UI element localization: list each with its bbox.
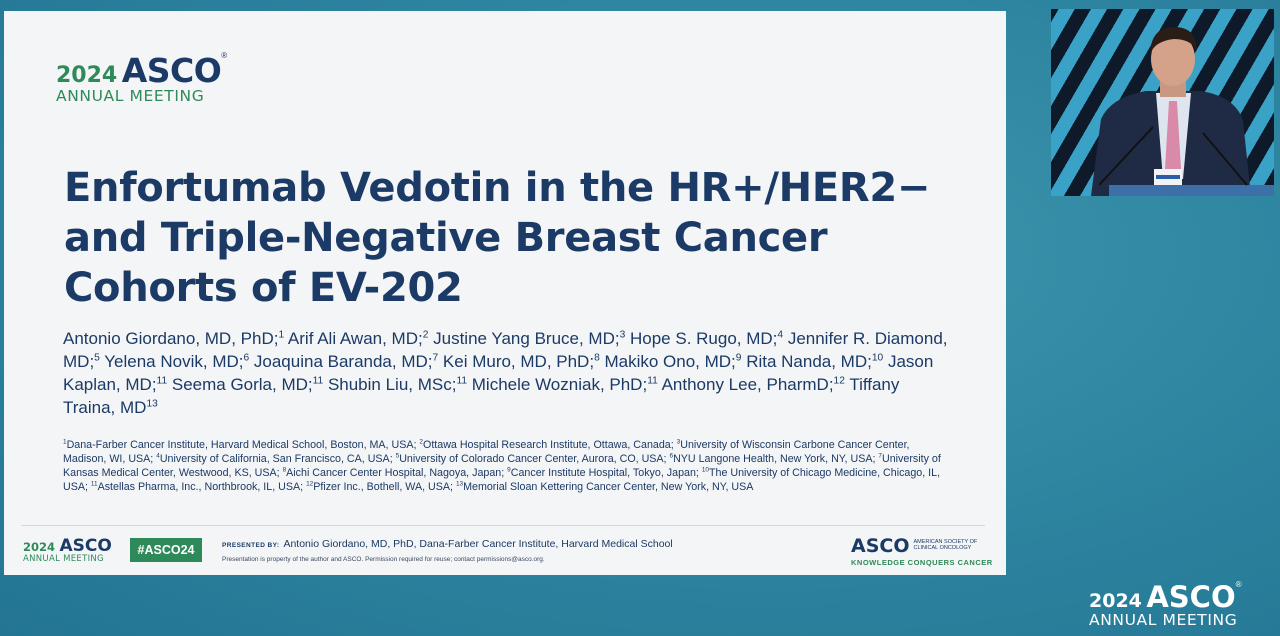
affiliation: $^{13}$Memorial Sloan Kettering Cancer Center, New York, NY, USA	[455, 480, 754, 493]
author: Yelena Novik, MD;$^6$	[104, 352, 250, 371]
slide-title	[64, 163, 964, 313]
author: Justine Yang Bruce, MD;$^3$	[433, 329, 626, 348]
affiliation: $^1$Dana-Farber Cancer Institute, Harvard Medical School, Boston, MA, USA;	[63, 438, 420, 451]
title-line: and Triple-Negative Breast Cancer	[64, 215, 828, 261]
asco-society-logo	[851, 535, 993, 567]
speaker-figure	[1051, 9, 1274, 196]
author: Rita Nanda, MD;$^{10}$	[746, 352, 884, 371]
footer-logo-year: 2024	[23, 540, 56, 554]
author: Shubin Liu, MSc;$^{11}$	[327, 375, 468, 394]
logo-registered: ®	[221, 51, 228, 60]
affiliation: $^9$Cancer Institute Hospital, Tokyo, Japan;	[507, 466, 702, 479]
author: Tiffany Traina, MD$^{13}$	[63, 375, 900, 417]
title-line: Cohorts of EV-202	[64, 265, 463, 311]
logo-brand: ASCO	[121, 51, 222, 90]
affiliation: $^4$University of California, San Francisco, CA, USA;	[156, 452, 396, 465]
author: Makiko Ono, MD;$^9$	[604, 352, 742, 371]
author-list	[63, 327, 953, 419]
overlay-logo-brand: ASCO	[1146, 580, 1236, 614]
permission-disclaimer: Presentation is property of the author and ASCO. Permission required for reuse; contact permissions@asco.org.	[222, 556, 545, 563]
asco-annual-meeting-logo	[56, 51, 227, 105]
overlay-logo-subtitle: ANNUAL MEETING	[1089, 611, 1238, 629]
affiliation: $^{12}$Pfizer Inc., Bothell, WA, USA;	[306, 480, 456, 493]
asco-tagline: KNOWLEDGE CONQUERS CANCER	[851, 558, 993, 567]
title-line: Enfortumab Vedotin in the HR+/HER2−	[64, 165, 931, 211]
hashtag-badge[interactable]: #ASCO24	[130, 538, 202, 562]
author: Antonio Giordano, MD, PhD;$^1$	[63, 329, 285, 348]
overlay-logo-registered: ®	[1235, 580, 1242, 589]
author: Michele Wozniak, PhD;$^{11}$	[471, 375, 658, 394]
author: Arif Ali Awan, MD;$^2$	[287, 329, 429, 348]
speaker-video[interactable]	[1051, 9, 1274, 196]
author: Hope S. Rugo, MD;$^4$	[630, 329, 784, 348]
affiliation: $^6$NYU Langone Health, New York, NY, USA;	[669, 452, 879, 465]
author: Jennifer R. Diamond, MD;$^5$	[63, 329, 948, 371]
presented-by	[222, 538, 673, 550]
logo-subtitle: ANNUAL MEETING	[56, 87, 205, 105]
broadcast-asco-logo	[1089, 580, 1242, 629]
footer-logo-subtitle: ANNUAL MEETING	[23, 554, 104, 564]
footer-logo-brand: ASCO	[59, 536, 112, 556]
affiliation: $^3$University of Wisconsin Carbone Cancer Center, Madison, WI, USA;	[63, 438, 910, 465]
logo-year: 2024	[56, 63, 118, 88]
author: Kei Muro, MD, PhD;$^8$	[442, 352, 600, 371]
author: Seema Gorla, MD;$^{11}$	[171, 375, 324, 394]
affiliation: $^{10}$The University of Chicago Medicine, Chicago, IL, USA;	[63, 466, 941, 493]
asco-society-name: AMERICAN SOCIETY OF CLINICAL ONCOLOGY	[913, 539, 978, 551]
footer-divider	[21, 525, 985, 526]
footer-asco-logo	[23, 536, 112, 564]
affiliation: $^5$University of Colorado Cancer Center, Aurora, CO, USA;	[395, 452, 670, 465]
overlay-logo-year: 2024	[1089, 590, 1142, 612]
affiliation: $^7$University of Kansas Medical Center, Westwood, KS, USA;	[63, 452, 941, 479]
author: Jason Kaplan, MD;$^{11}$	[63, 352, 934, 394]
presented-by-label: PRESENTED BY:	[222, 542, 280, 549]
asco-society-brand: ASCO	[851, 535, 910, 557]
presentation-slide	[4, 11, 1006, 575]
affiliation: $^2$Ottawa Hospital Research Institute, Ottawa, Canada;	[419, 438, 677, 451]
affiliation: $^{11}$Astellas Pharma, Inc., Northbrook, IL, USA;	[90, 480, 307, 493]
author: Anthony Lee, PharmD;$^{12}$	[661, 375, 845, 394]
affiliation: $^8$Aichi Cancer Center Hospital, Nagoya, Japan;	[282, 466, 508, 479]
author: Joaquina Baranda, MD;$^7$	[253, 352, 439, 371]
presenter-name: Antonio Giordano, MD, PhD, Dana-Farber Cancer Institute, Harvard Medical School	[283, 538, 673, 550]
affiliation-list	[63, 438, 948, 494]
